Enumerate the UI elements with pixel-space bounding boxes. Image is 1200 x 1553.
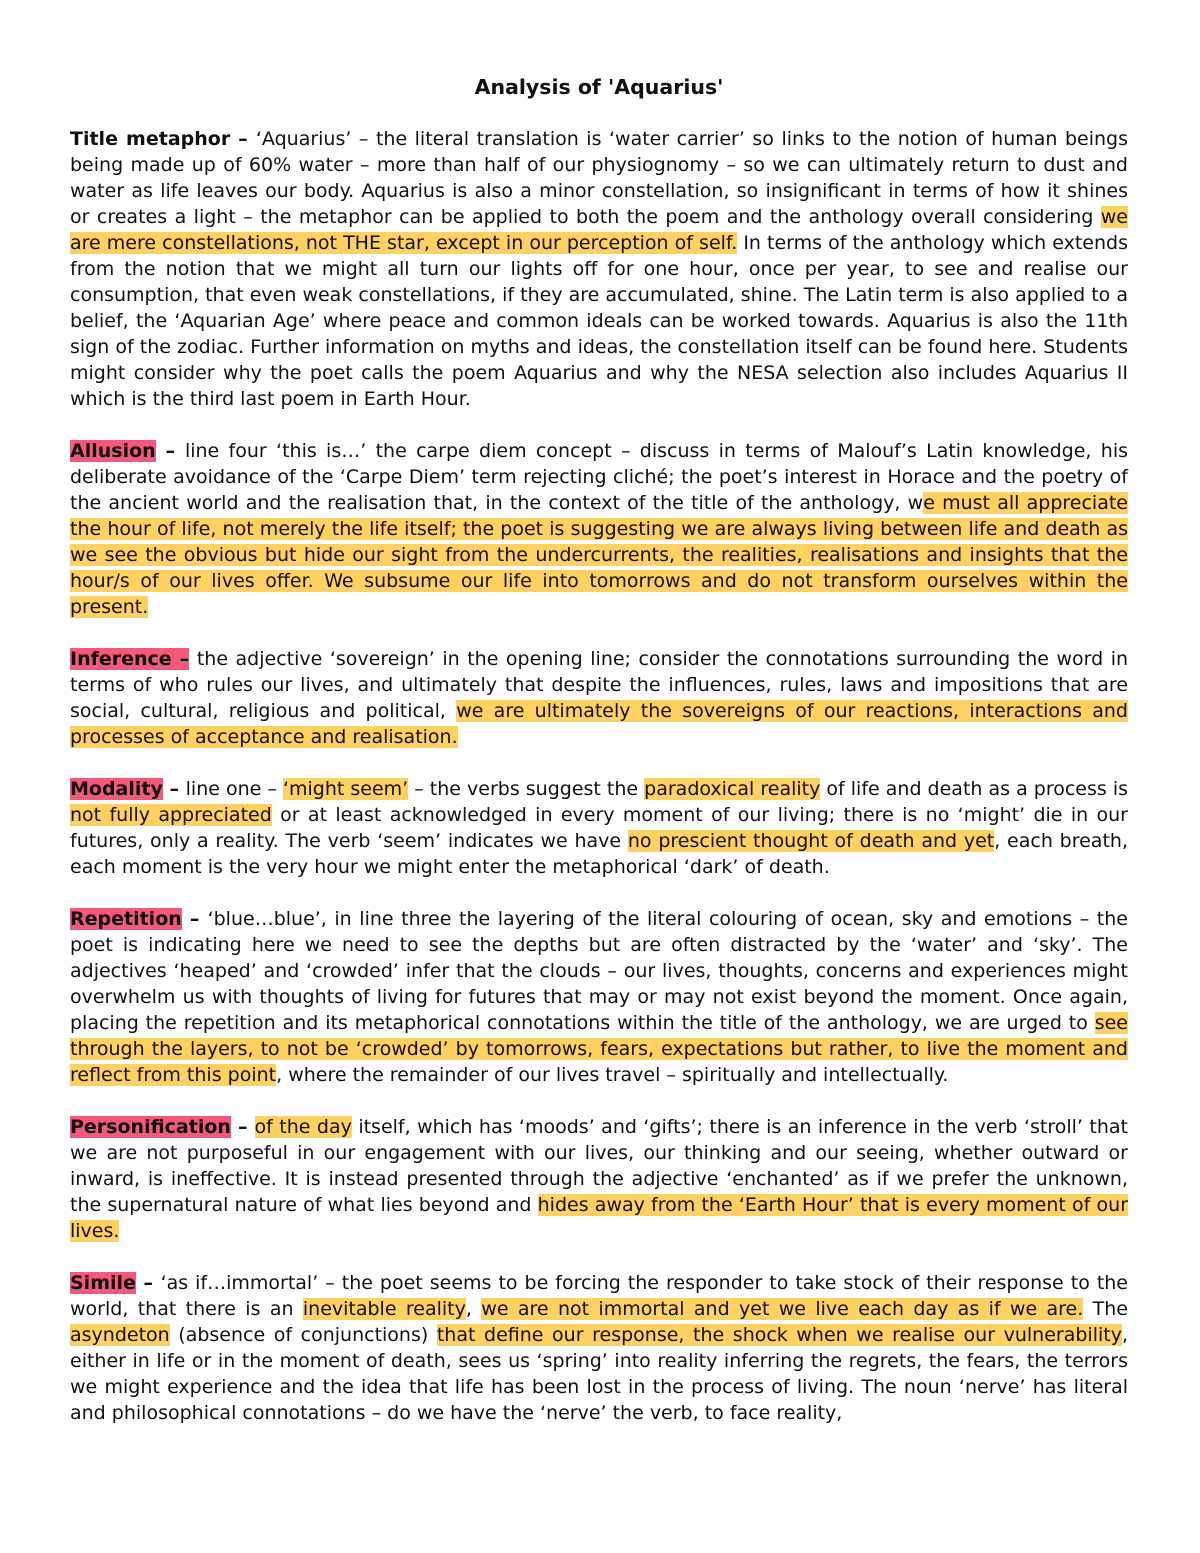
highlighted-text: no prescient thought of death and yet bbox=[627, 830, 995, 852]
device-term-highlight: Personification bbox=[70, 1116, 231, 1138]
paragraph-inference bbox=[70, 646, 1128, 750]
body-text: line one – bbox=[185, 778, 283, 800]
device-term-highlight: Repetition bbox=[70, 908, 182, 930]
heading-label: – bbox=[135, 1272, 161, 1294]
paragraph-personification bbox=[70, 1114, 1128, 1244]
body-text: , either in life or in the moment of death, sees us ‘spring’ into reality inferring the regrets, the fears, the terrors we might experience and the idea that life has been lost in the process of living. The noun ‘nerve’ has literal and philosophical connotations – do we have the ‘nerve’ the verb, to face reality, bbox=[70, 1324, 1128, 1424]
paragraph-allusion bbox=[70, 438, 1128, 620]
body-text: (absence of conjunctions) bbox=[169, 1324, 437, 1346]
paragraph-repetition bbox=[70, 906, 1128, 1088]
paragraph-modality bbox=[70, 776, 1128, 880]
paragraph-title-metaphor bbox=[70, 126, 1128, 412]
body-text: ‘blue…blue’, in line three the layering of the literal colouring of ocean, sky and emotions – the poet is indicating here we need to see the depths but are often distracted by the ‘water’ and ‘sky’. The adjectives ‘heaped’ and ‘crowded’ infer that the clouds – our lives, thoughts, concerns and experiences might overwhelm us with thoughts of living for futures that may or may not exist beyond the moment. Once again, placing the repetition and its metaphorical connotations within the title of the anthology, we are urged to bbox=[70, 908, 1128, 1034]
device-term-highlight: Allusion bbox=[70, 440, 156, 462]
device-term-highlight: Inference – bbox=[70, 648, 190, 670]
highlighted-text: asyndeton bbox=[70, 1324, 170, 1346]
page-title: Analysis of 'Aquarius' bbox=[474, 75, 724, 99]
highlighted-text: not fully appreciated bbox=[70, 804, 272, 826]
highlighted-text: ‘might seem’ bbox=[282, 778, 409, 800]
highlighted-text: inevitable reality bbox=[302, 1298, 466, 1320]
highlighted-text: hides away from the ‘Earth Hour’ that is every moment of our lives. bbox=[70, 1194, 1128, 1242]
body-text: itself, which has ‘moods’ and ‘gifts’; there is an inference in the verb ‘stroll’ that we are not purposeful in our engagement with our lives, our thinking and our seeing, whether outward or inward, is ineffective. It is instead presented through the adjective ‘enchanted’ as if we prefer the unknown, the supernatural nature of what lies beyond and bbox=[70, 1116, 1128, 1216]
heading-label: – bbox=[162, 778, 186, 800]
device-term-highlight: Simile bbox=[70, 1272, 136, 1294]
body-text: – the verbs suggest the bbox=[408, 778, 645, 800]
heading-label: Title metaphor – bbox=[70, 128, 256, 150]
body-text: ‘Aquarius’ – the literal translation is ‘water carrier’ so links to the notion of human beings being made up of 60% water – more than half of our physiognomy – so we can ultimately return to dust and water as life leaves our body. Aquarius is also a minor constellation, so insignificant in terms of how it shines or creates a light – the metaphor can be applied to both the poem and the anthology overall considering bbox=[70, 128, 1129, 228]
highlighted-text: we are ultimately the sovereigns of our reactions, interactions and processes of acceptance and realisation. bbox=[70, 700, 1128, 748]
highlighted-text: see through the layers, to not be ‘crowded’ by tomorrows, fears, expectations but rather, to live the moment and reflect from this point bbox=[70, 1012, 1128, 1086]
body-text: , where the remainder of our lives travel – spiritually and intellectually. bbox=[276, 1064, 949, 1086]
body-text: of life and death as a process is bbox=[820, 778, 1129, 800]
body-text: , each breath, each moment is the very hour we might enter the metaphorical ‘dark’ of death. bbox=[70, 830, 1128, 878]
highlighted-text: we are not immortal and yet we live each day as if we are. bbox=[481, 1298, 1084, 1320]
highlighted-text: of the day bbox=[254, 1116, 352, 1138]
body-text: , bbox=[465, 1298, 482, 1320]
highlighted-text: paradoxical reality bbox=[644, 778, 821, 800]
device-term-highlight: Modality bbox=[70, 778, 163, 800]
body-text: or at least acknowledged in every moment of our living; there is no ‘might’ die in our futures, only a reality. The verb ‘seem’ indicates we have bbox=[70, 804, 1128, 852]
document-body bbox=[70, 126, 1128, 1426]
body-text: In terms of the anthology which extends from the notion that we might all turn our lights off for one hour, once per year, to see and realise our consumption, that even weak constellations, if they are accumulated, shine. The Latin term is also applied to a belief, the ‘Aquarian Age’ where peace and common ideals can be worked towards. Aquarius is also the 11th sign of the zodiac. Further information on myths and ideas, the constellation itself can be found here. Students might consider why the poet calls the poem Aquarius and why the NESA selection also includes Aquarius II which is the third last poem in Earth Hour. bbox=[70, 232, 1128, 410]
body-text: the adjective ‘sovereign’ in the opening line; consider the connotations surrounding the word in terms of who rules our lives, and ultimately that despite the influences, rules, laws and impositions that are social, cultural, religious and political, bbox=[70, 648, 1129, 722]
highlighted-text: e must all appreciate the hour of life, not merely the life itself; the poet is suggesting we are always living between life and death as we see the obvious but hide our sight from the undercurrents, the realities, realisations and insights that the hour/s of our lives offer. We subsume our life into tomorrows and do not transform ourselves within the present. bbox=[70, 492, 1128, 618]
document-page bbox=[70, 74, 1128, 1452]
body-text: line four ‘this is…’ the carpe diem concept – discuss in terms of Malouf’s Latin knowledge, his deliberate avoidance of the ‘Carpe Diem’ term rejecting cliché; the poet’s interest in Horace and the poetry of the ancient world and the realisation that, in the context of the title of the anthology, w bbox=[70, 440, 1128, 514]
highlighted-text: that define our response, the shock when we realise our vulnerability bbox=[436, 1324, 1122, 1346]
heading-label: – bbox=[230, 1116, 255, 1138]
highlighted-text: we are mere constellations, not THE star, except in our perception of self. bbox=[70, 206, 1128, 254]
heading-label: – bbox=[181, 908, 208, 930]
body-text: ‘as if…immortal’ – the poet seems to be forcing the responder to take stock of their response to the world, that there is an bbox=[70, 1272, 1128, 1320]
paragraph-simile bbox=[70, 1270, 1128, 1426]
heading-label: – bbox=[155, 440, 185, 462]
body-text: The bbox=[1083, 1298, 1128, 1320]
